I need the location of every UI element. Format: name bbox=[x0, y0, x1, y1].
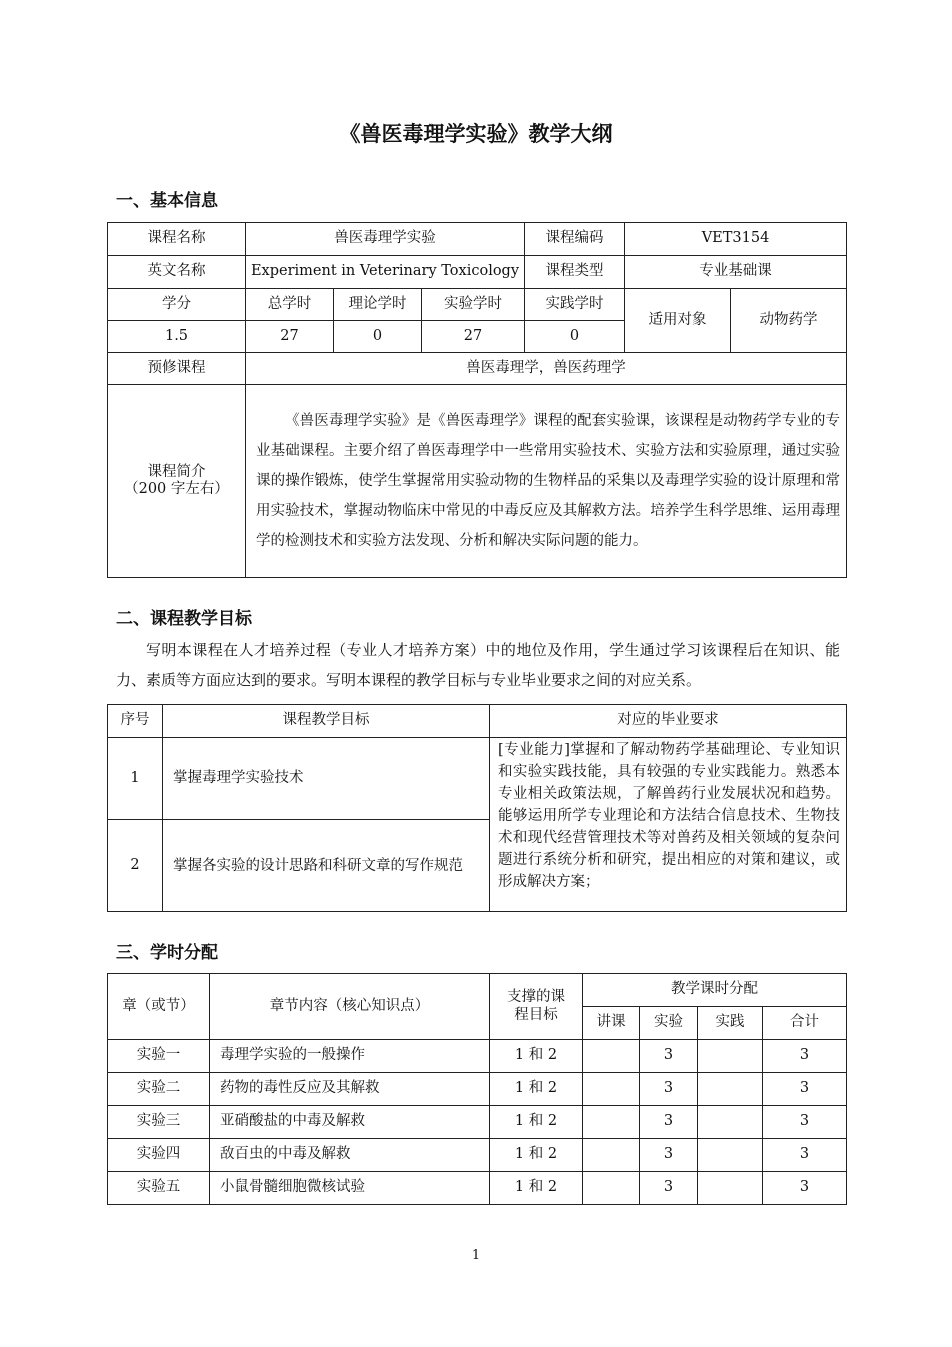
col-allocation: 教学课时分配 bbox=[583, 974, 847, 1007]
goal-no: 1 bbox=[108, 738, 163, 820]
course-intro bbox=[246, 385, 847, 578]
chapter: 实验二 bbox=[108, 1073, 210, 1106]
col-lecture: 讲课 bbox=[583, 1007, 640, 1040]
section-heading-hours: 三、学时分配 bbox=[116, 943, 218, 963]
prereq: 兽医毒理学，兽医药理学 bbox=[246, 353, 847, 385]
lab-hours-label: 实验学时 bbox=[422, 289, 525, 321]
chapter: 实验一 bbox=[108, 1040, 210, 1073]
goal-no: 2 bbox=[108, 820, 163, 912]
practice bbox=[698, 1139, 763, 1172]
hours-table bbox=[107, 973, 847, 1205]
col-support-line2: 程目标 bbox=[514, 1006, 558, 1023]
total-hours: 27 bbox=[246, 321, 334, 353]
goal-text: 掌握各实验的设计思路和科研文章的写作规范 bbox=[163, 820, 490, 912]
practice-hours: 0 bbox=[525, 321, 625, 353]
course-code: VET3154 bbox=[625, 223, 847, 256]
col-content: 章节内容（核心知识点） bbox=[210, 974, 490, 1040]
practice-hours-label: 实践学时 bbox=[525, 289, 625, 321]
support: 1 和 2 bbox=[490, 1040, 583, 1073]
content: 敌百虫的中毒及解救 bbox=[210, 1139, 490, 1172]
col-goal: 课程教学目标 bbox=[163, 705, 490, 738]
lab: 3 bbox=[640, 1139, 698, 1172]
col-support bbox=[490, 974, 583, 1040]
table-row bbox=[108, 1139, 847, 1172]
section-heading-goals: 二、课程教学目标 bbox=[116, 609, 252, 629]
col-lab: 实验 bbox=[640, 1007, 698, 1040]
page-title: 《兽医毒理学实验》教学大纲 bbox=[339, 122, 613, 146]
prereq-label: 预修课程 bbox=[108, 353, 246, 385]
section-heading-basic-info: 一、基本信息 bbox=[116, 191, 218, 211]
content: 小鼠骨髓细胞微核试验 bbox=[210, 1172, 490, 1205]
chapter: 实验三 bbox=[108, 1106, 210, 1139]
lab: 3 bbox=[640, 1106, 698, 1139]
support: 1 和 2 bbox=[490, 1073, 583, 1106]
table-row bbox=[108, 1106, 847, 1139]
intro-label bbox=[108, 385, 246, 578]
lecture bbox=[583, 1073, 640, 1106]
goal-text: 掌握毒理学实验技术 bbox=[163, 738, 490, 820]
total: 3 bbox=[763, 1139, 847, 1172]
graduation-requirement: [专业能力]掌握和了解动物药学基础理论、专业知识和实验实践技能，具有较强的专业实践能力。熟悉本专业相关政策法规，了解兽药行业发展状况和趋势。能够运用所学专业理论和方法结合信息技术、生物技术和现代经营管理技术等对兽药及相关领域的复杂问题进行系统分析和研究，提出相应的对策和建议，或形成解决方案； bbox=[490, 738, 847, 912]
lecture bbox=[583, 1040, 640, 1073]
total-hours-label: 总学时 bbox=[246, 289, 334, 321]
support: 1 和 2 bbox=[490, 1106, 583, 1139]
lab-hours: 27 bbox=[422, 321, 525, 353]
total: 3 bbox=[763, 1172, 847, 1205]
theory-hours: 0 bbox=[334, 321, 422, 353]
theory-hours-label: 理论学时 bbox=[334, 289, 422, 321]
support: 1 和 2 bbox=[490, 1172, 583, 1205]
total: 3 bbox=[763, 1040, 847, 1073]
total: 3 bbox=[763, 1106, 847, 1139]
practice bbox=[698, 1040, 763, 1073]
col-practice: 实践 bbox=[698, 1007, 763, 1040]
table-row bbox=[108, 1040, 847, 1073]
lecture bbox=[583, 1106, 640, 1139]
course-code-label: 课程编码 bbox=[525, 223, 625, 256]
course-intro-text: 《兽医毒理学实验》是《兽医毒理学》课程的配套实验课，该课程是动物药学专业的专业基础课程。主要介绍了兽医毒理学中一些常用实验技术、实验方法和实验原理，通过实验课的操作锻炼，使学生掌握常用实验动物的生物样品的采集以及毒理学实验的设计原理和常用实验技术，掌握动物临床中常见的中毒反应及其解救方法。培养学生科学思维、运用毒理学的检测技术和实验方法发现、分析和解决实际问题的能力。 bbox=[256, 413, 841, 549]
lab: 3 bbox=[640, 1073, 698, 1106]
intro-label-line1: 课程简介 bbox=[147, 463, 206, 480]
table-row bbox=[108, 1172, 847, 1205]
lab: 3 bbox=[640, 1040, 698, 1073]
english-name-label: 英文名称 bbox=[108, 256, 246, 289]
practice bbox=[698, 1106, 763, 1139]
lecture bbox=[583, 1172, 640, 1205]
content: 亚硝酸盐的中毒及解救 bbox=[210, 1106, 490, 1139]
english-name: Experiment in Veterinary Toxicology bbox=[246, 256, 525, 289]
course-type-label: 课程类型 bbox=[525, 256, 625, 289]
col-chapter: 章（或节） bbox=[108, 974, 210, 1040]
intro-label-line2: （200 字左右） bbox=[124, 481, 229, 497]
lab: 3 bbox=[640, 1172, 698, 1205]
page-number: 1 bbox=[471, 1248, 481, 1263]
goals-paragraph: 写明本课程在人才培养过程（专业人才培养方案）中的地位及作用，学生通过学习该课程后在知识、能力、素质等方面应达到的要求。写明本课程的教学目标与专业毕业要求之间的对应关系。 bbox=[116, 641, 840, 689]
credit-label: 学分 bbox=[108, 289, 246, 321]
basic-info-table bbox=[107, 222, 847, 578]
target: 动物药学 bbox=[731, 289, 847, 353]
content: 药物的毒性反应及其解救 bbox=[210, 1073, 490, 1106]
goals-table bbox=[107, 704, 847, 912]
support: 1 和 2 bbox=[490, 1139, 583, 1172]
lecture bbox=[583, 1139, 640, 1172]
course-name: 兽医毒理学实验 bbox=[246, 223, 525, 256]
practice bbox=[698, 1172, 763, 1205]
target-label: 适用对象 bbox=[625, 289, 731, 353]
course-name-label: 课程名称 bbox=[108, 223, 246, 256]
chapter: 实验五 bbox=[108, 1172, 210, 1205]
practice bbox=[698, 1073, 763, 1106]
col-support-line1: 支撑的课 bbox=[507, 989, 565, 1006]
credit: 1.5 bbox=[108, 321, 246, 353]
content: 毒理学实验的一般操作 bbox=[210, 1040, 490, 1073]
chapter: 实验四 bbox=[108, 1139, 210, 1172]
col-no: 序号 bbox=[108, 705, 163, 738]
col-requirement: 对应的毕业要求 bbox=[490, 705, 847, 738]
total: 3 bbox=[763, 1073, 847, 1106]
col-total: 合计 bbox=[763, 1007, 847, 1040]
course-type: 专业基础课 bbox=[625, 256, 847, 289]
table-row bbox=[108, 1073, 847, 1106]
